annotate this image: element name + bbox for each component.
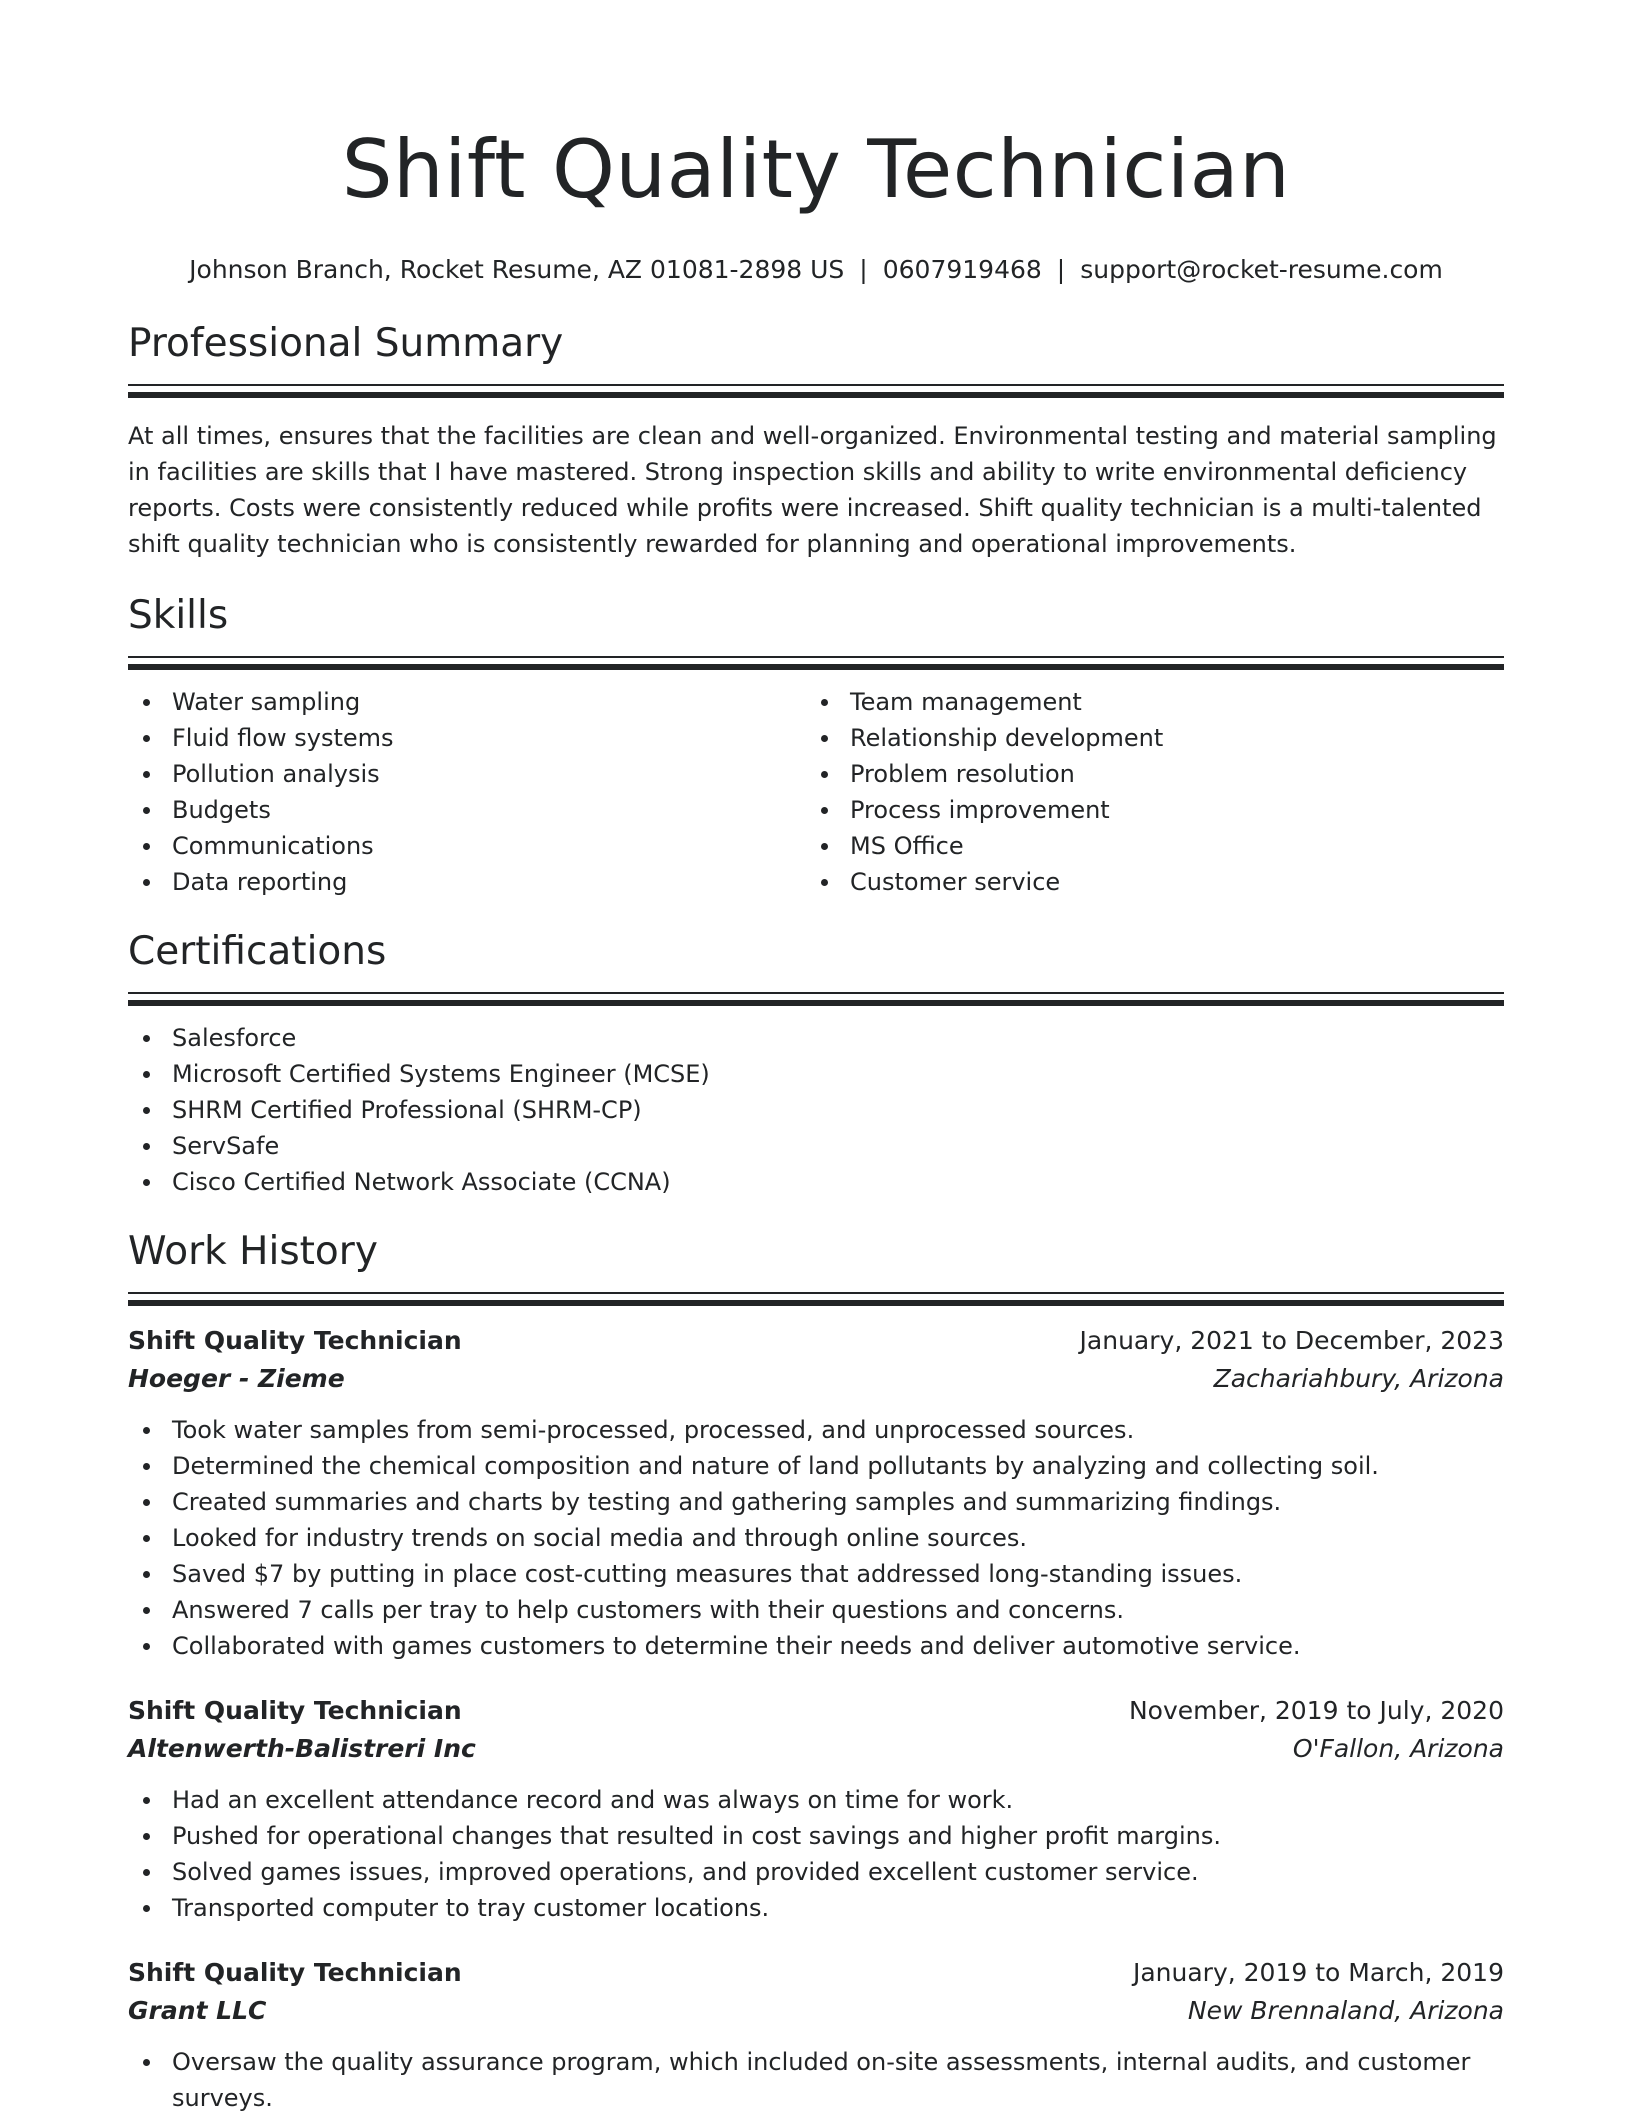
skill-item: Relationship development [806, 720, 1484, 756]
job-bullet: Pushed for operational changes that resulted in cost savings and higher profit margins. [128, 1818, 1504, 1854]
certification-item: Cisco Certified Network Associate (CCNA) [128, 1164, 1504, 1200]
job-bullets [128, 2044, 1504, 2116]
skill-item: Team management [806, 684, 1484, 720]
skill-item: Problem resolution [806, 756, 1484, 792]
summary-text: At all times, ensures that the facilities are clean and well-organized. Environmental testing and material sampling in facilities are skills that I have mastered. Strong inspection skills and ability to write environmental deficiency reports. Costs were consistently reduced while profits were increased. Shift quality technician is a multi-talented shift quality technician who is consistently rewarded for planning and operational improvements. [128, 422, 1497, 558]
certifications-section [128, 926, 1504, 1200]
skill-item: Communications [128, 828, 806, 864]
job-title: Shift Quality Technician [128, 1958, 462, 1987]
job-subheader [128, 1360, 1504, 1398]
job-bullet: Determined the chemical composition and nature of land pollutants by analyzing and collecting soil. [128, 1448, 1504, 1484]
candidate-name: Shift Quality Technician [341, 123, 1291, 216]
skills-columns [128, 684, 1504, 900]
job-bullet: Transported computer to tray customer locations. [128, 1890, 1504, 1926]
job-company: Altenwerth-Balistreri Inc [128, 1734, 476, 1763]
job-subheader [128, 1992, 1504, 2030]
contact-line [128, 252, 1504, 288]
section-divider [128, 384, 1504, 398]
section-divider [128, 992, 1504, 1006]
skills-section [128, 590, 1504, 900]
job-bullet: Looked for industry trends on social media and through online sources. [128, 1520, 1504, 1556]
job-header [128, 1692, 1504, 1730]
job-bullet: Saved $7 by putting in place cost-cutting measures that addressed long-standing issues. [128, 1556, 1504, 1592]
job-company: Grant LLC [128, 1996, 267, 2025]
certification-item: SHRM Certified Professional (SHRM-CP) [128, 1092, 1504, 1128]
job-header [128, 1322, 1504, 1360]
skill-item: Customer service [806, 864, 1484, 900]
summary-section [128, 318, 1504, 562]
job-location: Zachariahbury, Arizona [1213, 1364, 1504, 1393]
section-divider [128, 1292, 1504, 1306]
work-history-section [128, 1226, 1504, 2116]
job-dates: November, 2019 to July, 2020 [1128, 1696, 1504, 1725]
job-header [128, 1954, 1504, 1992]
job-bullet: Answered 7 calls per tray to help customers with their questions and concerns. [128, 1592, 1504, 1628]
contact-address: Johnson Branch, Rocket Resume, AZ 01081-2898 US [189, 255, 845, 284]
job-bullet: Had an excellent attendance record and was always on time for work. [128, 1782, 1504, 1818]
contact-separator: | [1056, 255, 1066, 284]
job-dates: January, 2021 to December, 2023 [1079, 1326, 1504, 1355]
skill-item: Fluid flow systems [128, 720, 806, 756]
section-title-work-history: Work History [128, 1229, 378, 1274]
job-entry [128, 1322, 1504, 1664]
skill-item: Process improvement [806, 792, 1484, 828]
job-bullets [128, 1782, 1504, 1926]
section-title-skills: Skills [128, 593, 229, 638]
job-dates: January, 2019 to March, 2019 [1132, 1958, 1504, 1987]
job-entry [128, 1954, 1504, 2116]
skills-column-left [128, 684, 806, 900]
contact-email[interactable]: support@rocket-resume.com [1080, 255, 1443, 284]
skill-item: Data reporting [128, 864, 806, 900]
certification-item: ServSafe [128, 1128, 1504, 1164]
job-bullets [128, 1412, 1504, 1664]
job-bullet: Solved games issues, improved operations, and provided excellent customer service. [128, 1854, 1504, 1890]
section-title-certifications: Certifications [128, 929, 387, 974]
section-title-summary: Professional Summary [128, 321, 564, 366]
resume-page [128, 0, 1504, 2116]
section-divider [128, 656, 1504, 670]
job-subheader [128, 1730, 1504, 1768]
job-bullet: Created summaries and charts by testing and gathering samples and summarizing findings. [128, 1484, 1504, 1520]
skill-item: MS Office [806, 828, 1484, 864]
job-bullet: Took water samples from semi-processed, processed, and unprocessed sources. [128, 1412, 1504, 1448]
skills-column-right [806, 684, 1484, 900]
job-location: O'Fallon, Arizona [1292, 1734, 1504, 1763]
job-location: New Brennaland, Arizona [1187, 1996, 1504, 2025]
certification-item: Microsoft Certified Systems Engineer (MCSE) [128, 1056, 1504, 1092]
job-entry [128, 1692, 1504, 1926]
job-title: Shift Quality Technician [128, 1326, 462, 1355]
contact-phone: 0607919468 [882, 255, 1042, 284]
skill-item: Water sampling [128, 684, 806, 720]
job-title: Shift Quality Technician [128, 1696, 462, 1725]
certifications-list [128, 1020, 1504, 1200]
skill-item: Pollution analysis [128, 756, 806, 792]
job-bullet: Collaborated with games customers to determine their needs and deliver automotive service. [128, 1628, 1504, 1664]
certification-item: Salesforce [128, 1020, 1504, 1056]
skill-item: Budgets [128, 792, 806, 828]
job-company: Hoeger - Zieme [128, 1364, 345, 1393]
job-bullet: Oversaw the quality assurance program, which included on-site assessments, internal audits, and customer surveys. [128, 2044, 1504, 2116]
contact-separator: | [859, 255, 868, 284]
